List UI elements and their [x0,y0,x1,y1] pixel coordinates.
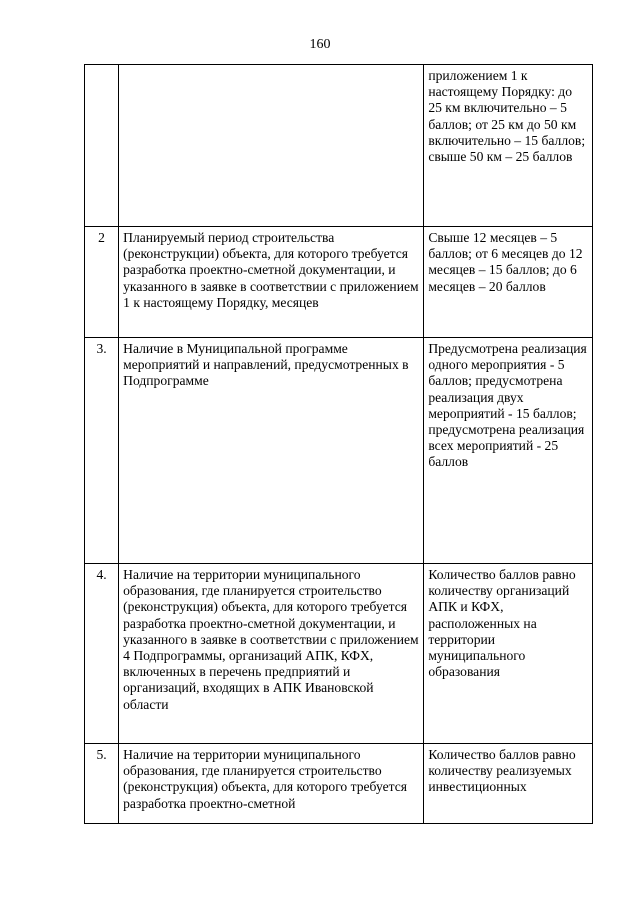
score-cell: Свыше 12 месяцев – 5 баллов; от 6 месяцев до 12 месяцев – 15 баллов; до 6 месяцев – 20 баллов [424,227,593,338]
score-cell: Количество баллов равно количеству реализуемых инвестиционных [424,744,593,824]
score-cell: Количество баллов равно количеству организаций АПК и КФХ, расположенных на территории муниципального образования [424,564,593,744]
row-number: 5. [85,744,119,824]
criterion-cell: Планируемый период строительства (реконструкции) объекта, для которого требуется разработка проектно-сметной документации, и указанного в заявке в соответствии с приложением 1 к настоящему Порядку, месяцев [119,227,424,338]
table-row [85,744,593,824]
score-cell: приложением 1 к настоящему Порядку: до 25 км включительно – 5 баллов; от 25 км до 50 км включительно – 15 баллов; свыше 50 км – 25 баллов [424,65,593,227]
table-row [85,65,593,227]
row-number: 2 [85,227,119,338]
criteria-table [84,64,593,824]
table-row [85,338,593,564]
criterion-cell: Наличие в Муниципальной программе мероприятий и направлений, предусмотренных в Подпрограмме [119,338,424,564]
table-row [85,227,593,338]
criterion-cell: Наличие на территории муниципального образования, где планируется строительство (реконструкция) объекта, для которого требуется разработка проектно-сметной документации, и указанного в заявке в соответствии с приложением 4 Подпрограммы, организаций АПК, КФХ, включенных в перечень предприятий и организаций, входящих в АПК Ивановской области [119,564,424,744]
row-number: 3. [85,338,119,564]
table-row [85,564,593,744]
row-number [85,65,119,227]
criterion-cell: Наличие на территории муниципального образования, где планируется строительство (реконструкция) объекта, для которого требуется разработка проектно-сметной [119,744,424,824]
criterion-cell [119,65,424,227]
row-number: 4. [85,564,119,744]
page-number: 160 [309,37,331,52]
score-cell: Предусмотрена реализация одного мероприятия - 5 баллов; предусмотрена реализация двух мероприятий - 15 баллов; предусмотрена реализация всех мероприятий - 25 баллов [424,338,593,564]
